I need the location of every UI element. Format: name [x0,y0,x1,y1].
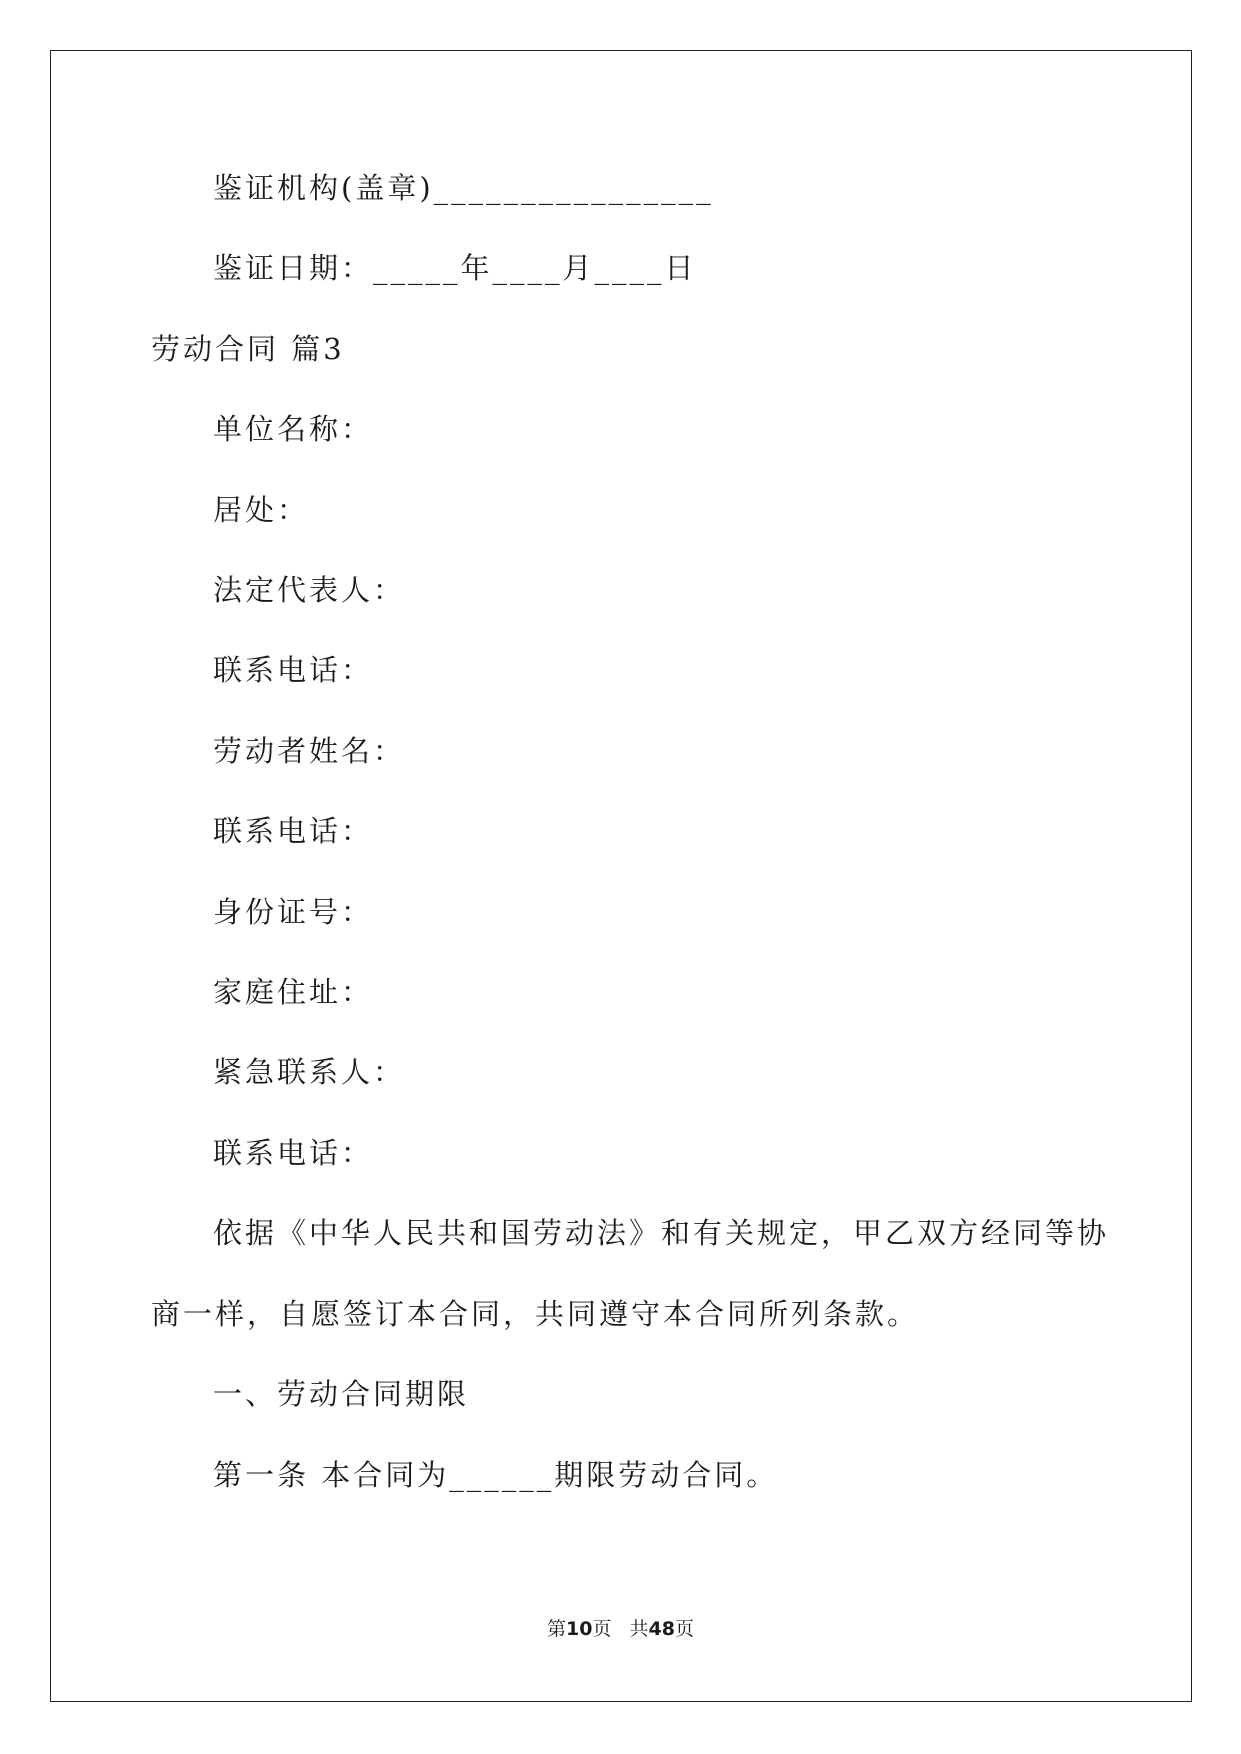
preamble-line-2: 商一样，自愿签订本合同，共同遵守本合同所列条款。 [151,1297,920,1331]
footer-total-prefix: 共 [629,1618,649,1640]
home-address-field: 家庭住址： [213,975,374,1009]
residence-field: 居处： [213,493,310,527]
worker-phone-field: 联系电话： [213,814,374,848]
certification-org-line: 鉴证机构(盖章)________________ [213,171,714,205]
company-name-field: 单位名称： [213,412,374,446]
legal-representative-field: 法定代表人： [213,573,406,607]
footer-total-suffix: 页 [674,1618,694,1640]
employer-phone-field: 联系电话： [213,653,374,687]
section-title: 劳动合同 篇3 [151,332,345,366]
total-page-count: 48 [648,1618,675,1640]
certification-date-line: 鉴证日期：_____年____月____日 [213,251,697,285]
current-page-number: 10 [566,1618,593,1640]
page-footer [0,1617,1241,1641]
emergency-phone-field: 联系电话： [213,1136,374,1170]
page-border [50,50,1192,1702]
footer-prefix: 第 [547,1618,567,1640]
preamble-line-1: 依据《中华人民共和国劳动法》和有关规定，甲乙双方经同等协 [213,1216,1110,1250]
emergency-contact-field: 紧急联系人： [213,1055,406,1089]
footer-page-suffix: 页 [592,1618,612,1640]
id-number-field: 身份证号： [213,895,374,929]
chapter-heading: 一、劳动合同期限 [213,1377,470,1411]
article-1: 第一条 本合同为______期限劳动合同。 [213,1458,779,1492]
worker-name-field: 劳动者姓名： [213,734,406,768]
